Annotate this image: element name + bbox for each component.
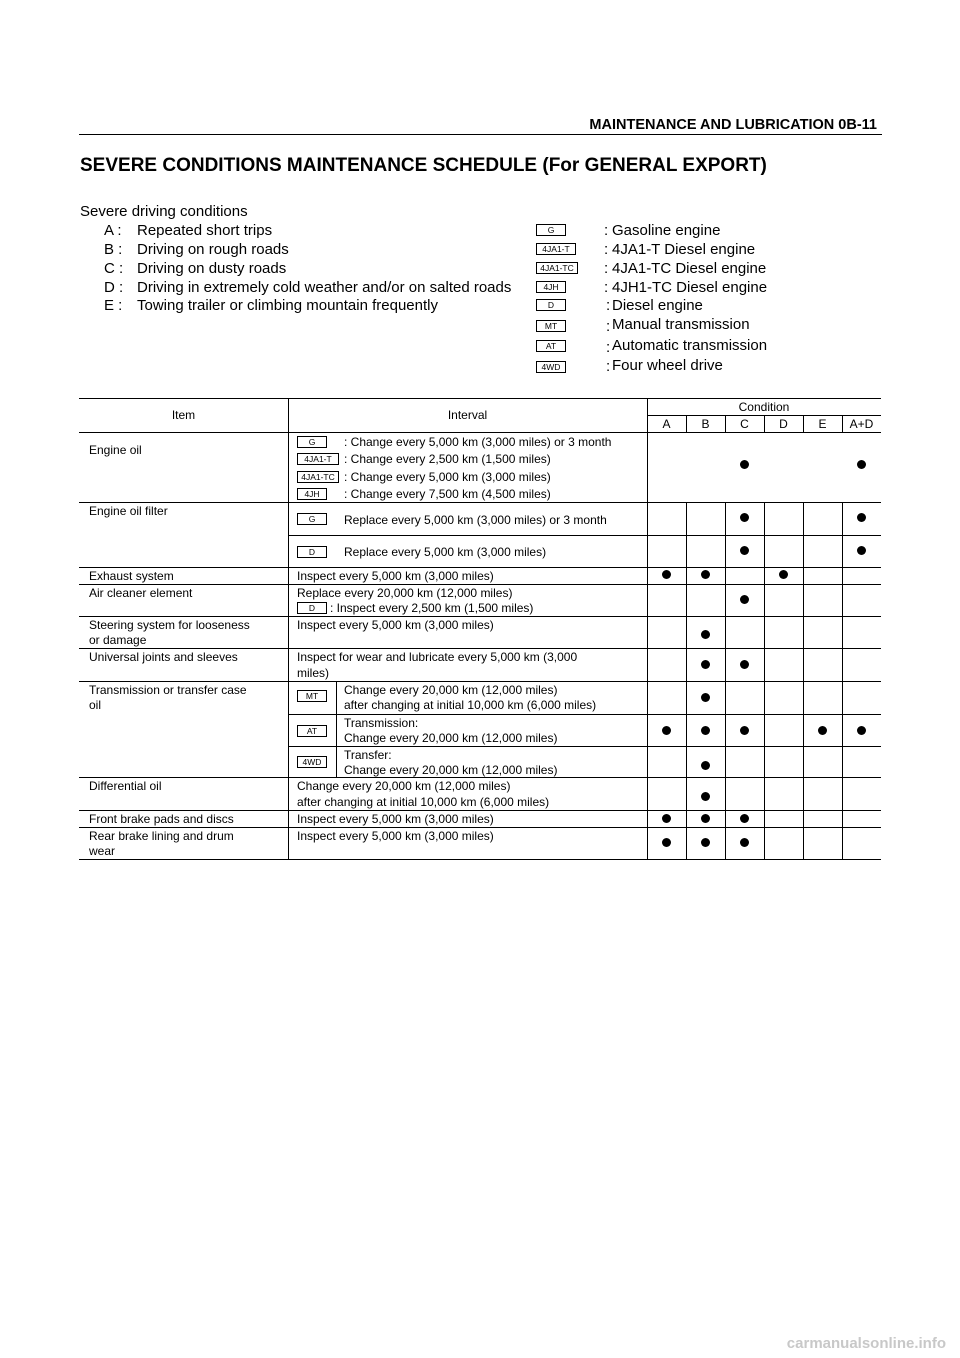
row-interval: Inspect every 5,000 km (3,000 miles) (297, 618, 494, 632)
table-rule (79, 567, 881, 568)
condition-mark-dot (779, 570, 788, 579)
abbr-desc-d: Diesel engine (612, 297, 703, 314)
table-col-rule (288, 398, 289, 859)
condition-mark-dot (701, 838, 710, 847)
engine-code-box: G (297, 436, 327, 448)
condition-mark-dot (857, 726, 866, 735)
row-item: Transmission or transfer case (89, 683, 247, 697)
condition-mark-dot (740, 726, 749, 735)
abbr-code-4ja1-tc: 4JA1-TC (536, 262, 578, 274)
condition-mark-dot (662, 570, 671, 579)
condition-letter-c: C : (104, 260, 124, 277)
condition-mark-dot (740, 546, 749, 555)
table-col-rule (725, 502, 726, 859)
condition-mark-dot (740, 460, 749, 469)
condition-letter-e: E : (104, 297, 123, 314)
column-header-e: E (818, 417, 827, 431)
engine-code-box: 4JA1-T (297, 453, 339, 465)
row-item: or damage (89, 633, 147, 647)
abbr-colon: : (604, 279, 609, 296)
table-rule (79, 681, 881, 682)
condition-mark-dot (740, 838, 749, 847)
table-rule (79, 859, 881, 860)
table-rule (288, 714, 881, 715)
row-interval: miles) (297, 666, 329, 680)
row-interval: Transmission: (344, 716, 419, 730)
condition-mark-dot (701, 792, 710, 801)
condition-mark-dot (857, 460, 866, 469)
table-rule (79, 584, 881, 585)
condition-mark-dot (740, 660, 749, 669)
row-item: Air cleaner element (89, 586, 193, 600)
abbr-code-g: G (536, 224, 566, 236)
condition-text-d: Driving in extremely cold weather and/or on salted roads (137, 279, 512, 296)
condition-letter-a: A : (104, 222, 122, 239)
row-item: oil (89, 698, 102, 712)
condition-mark-dot (818, 726, 827, 735)
condition-mark-dot (701, 693, 710, 702)
row-item: Engine oil (89, 443, 142, 457)
table-rule (79, 777, 881, 778)
abbr-colon: : (604, 241, 609, 258)
table-rule (288, 535, 881, 536)
table-rule (288, 746, 881, 747)
row-item: Rear brake lining and drum (89, 829, 234, 843)
condition-mark-dot (701, 761, 710, 770)
running-header: MAINTENANCE AND LUBRICATION 0B-11 (589, 117, 877, 133)
abbr-code-d: D (536, 299, 566, 311)
row-item: wear (89, 844, 116, 858)
column-header-item: Item (171, 408, 196, 422)
condition-mark-dot (701, 630, 710, 639)
row-item: Universal joints and sleeves (89, 650, 238, 664)
abbr-colon: : (604, 222, 609, 239)
table-col-rule (336, 681, 337, 777)
condition-mark-dot (740, 513, 749, 522)
condition-text-b: Driving on rough roads (137, 241, 289, 258)
row-interval: Change every 20,000 km (12,000 miles) (344, 731, 558, 745)
row-interval: Inspect every 5,000 km (3,000 miles) (297, 829, 494, 843)
row-item: Front brake pads and discs (89, 812, 234, 826)
engine-code-box: MT (297, 690, 327, 702)
row-interval: : Change every 2,500 km (1,500 miles) (344, 452, 551, 466)
abbr-desc-4ja1-tc: 4JA1-TC Diesel engine (612, 260, 767, 277)
condition-mark-dot (701, 570, 710, 579)
row-interval: after changing at initial 10,000 km (6,000 miles) (344, 698, 597, 712)
condition-mark-dot (740, 814, 749, 823)
table-col-rule (842, 502, 843, 859)
row-item: Exhaust system (89, 569, 174, 583)
table-rule (79, 398, 881, 399)
engine-code-box: D (297, 546, 327, 558)
row-interval: Replace every 5,000 km (3,000 miles) or 3 month (344, 513, 607, 527)
abbr-code-mt: MT (536, 320, 566, 332)
condition-letter-b: B : (104, 241, 123, 258)
engine-code-box: 4JH (297, 488, 327, 500)
column-header-condition: Condition (738, 400, 790, 414)
condition-mark-dot (701, 660, 710, 669)
row-interval: : Change every 5,000 km (3,000 miles) (344, 470, 551, 484)
row-interval: Transfer: (344, 748, 392, 762)
table-rule (79, 648, 881, 649)
table-rule (79, 616, 881, 617)
engine-code-box: D (297, 602, 327, 614)
row-interval: Inspect every 5,000 km (3,000 miles) (297, 569, 494, 583)
engine-code-box: G (297, 513, 327, 525)
abbr-colon: : (606, 339, 611, 356)
table-col-rule (647, 398, 648, 859)
row-item: Steering system for looseness (89, 618, 250, 632)
column-header-c: C (740, 417, 749, 431)
condition-text-c: Driving on dusty roads (137, 260, 287, 277)
row-item: Differential oil (89, 779, 162, 793)
abbr-desc-4wd: Four wheel drive (612, 357, 723, 374)
column-header-interval: Interval (447, 408, 488, 422)
abbr-colon: : (606, 297, 611, 314)
column-header-b: B (701, 417, 710, 431)
row-interval: Inspect for wear and lubricate every 5,000 km (3,000 (297, 650, 578, 664)
row-interval: Inspect every 5,000 km (3,000 miles) (297, 812, 494, 826)
column-header-a: A (662, 417, 671, 431)
row-interval: Change every 20,000 km (12,000 miles) (344, 763, 558, 777)
row-interval: Replace every 5,000 km (3,000 miles) (344, 545, 547, 559)
condition-mark-dot (857, 546, 866, 555)
row-interval: after changing at initial 10,000 km (6,000 miles) (297, 795, 550, 809)
row-interval: Replace every 20,000 km (12,000 miles) (297, 586, 513, 600)
abbr-desc-mt: Manual transmission (612, 316, 750, 333)
condition-mark-dot (662, 814, 671, 823)
row-item: Engine oil filter (89, 504, 168, 518)
column-header-a-plus-d: A+D (849, 417, 874, 431)
abbr-desc-4jh: 4JH1-TC Diesel engine (612, 279, 768, 296)
abbr-colon: : (606, 318, 611, 335)
row-interval: : Change every 7,500 km (4,500 miles) (344, 487, 551, 501)
engine-code-box: AT (297, 725, 327, 737)
conditions-heading: Severe driving conditions (80, 203, 248, 220)
abbr-colon: : (606, 358, 611, 375)
condition-mark-dot (662, 726, 671, 735)
abbr-code-4ja1-t: 4JA1-T (536, 243, 576, 255)
condition-text-a: Repeated short trips (137, 222, 273, 239)
table-rule (79, 432, 881, 433)
table-col-rule (686, 502, 687, 859)
header-rule (79, 134, 882, 135)
abbr-colon: : (604, 260, 609, 277)
abbr-code-4wd: 4WD (536, 361, 566, 373)
watermark: carmanualsonline.info (786, 1335, 946, 1352)
condition-mark-dot (857, 513, 866, 522)
row-interval: : Change every 5,000 km (3,000 miles) or 3 month (344, 435, 612, 449)
row-interval: Change every 20,000 km (12,000 miles) (297, 779, 511, 793)
table-col-rule (803, 502, 804, 859)
condition-mark-dot (701, 814, 710, 823)
table-rule (79, 502, 881, 503)
engine-code-box: 4JA1-TC (297, 471, 339, 483)
condition-mark-dot (662, 838, 671, 847)
abbr-code-at: AT (536, 340, 566, 352)
engine-code-box: 4WD (297, 756, 327, 768)
condition-text-e: Towing trailer or climbing mountain frequently (137, 297, 438, 314)
row-interval: Change every 20,000 km (12,000 miles) (344, 683, 558, 697)
table-rule (79, 810, 881, 811)
condition-letter-d: D : (104, 279, 124, 296)
abbr-code-4jh: 4JH (536, 281, 566, 293)
column-header-d: D (779, 417, 788, 431)
page-title: SEVERE CONDITIONS MAINTENANCE SCHEDULE (For GENERAL EXPORT) (80, 155, 767, 176)
condition-mark-dot (740, 595, 749, 604)
abbr-desc-at: Automatic transmission (612, 337, 768, 354)
condition-mark-dot (701, 726, 710, 735)
table-rule (79, 827, 881, 828)
table-col-rule (764, 502, 765, 859)
abbr-desc-g: Gasoline engine (612, 222, 721, 239)
abbr-desc-4ja1-t: 4JA1-T Diesel engine (612, 241, 756, 258)
row-interval: : Inspect every 2,500 km (1,500 miles) (330, 601, 534, 615)
